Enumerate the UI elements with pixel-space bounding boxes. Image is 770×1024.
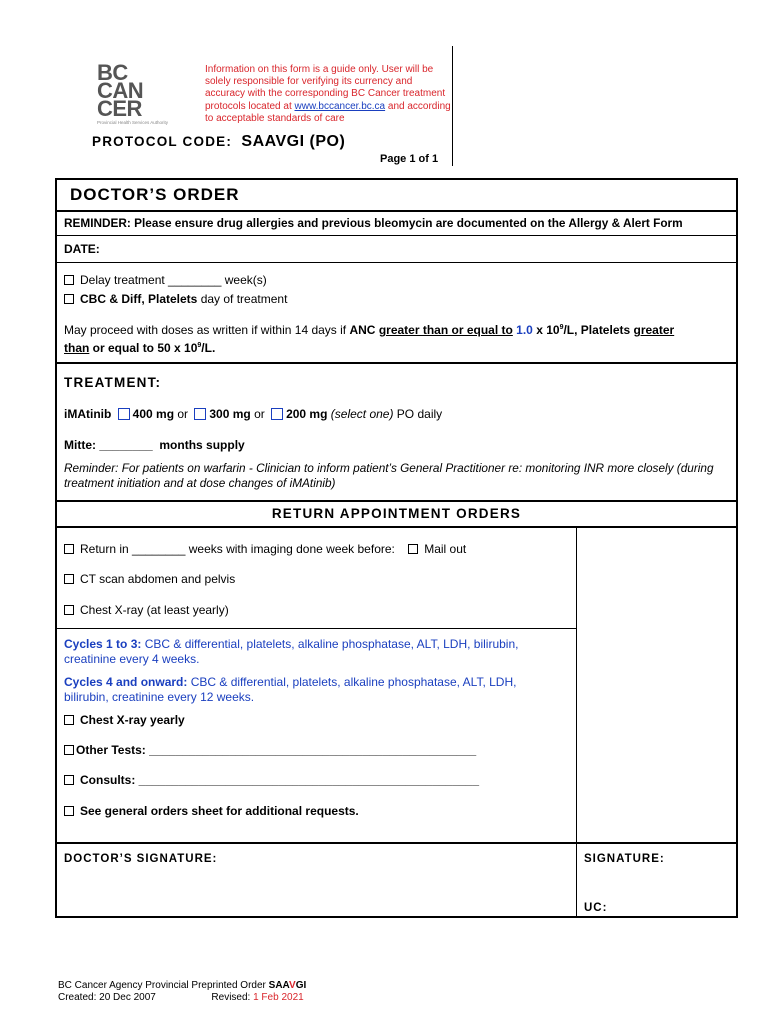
right-column-divider <box>576 526 577 918</box>
ct-scan-row[interactable] <box>64 572 235 586</box>
proceed-anc: ANC <box>349 323 379 337</box>
header-vertical-rule <box>452 46 453 166</box>
consults-row[interactable] <box>64 773 479 787</box>
chest-xray-yearly-checkbox[interactable] <box>64 715 74 725</box>
return-in-label: Return in ________ weeks with imaging done week before: <box>80 542 395 556</box>
divider <box>55 235 738 236</box>
footer-order-text: BC Cancer Agency Provincial Preprinted Order <box>58 980 269 991</box>
delay-checkbox[interactable] <box>64 275 74 285</box>
bc-cancer-logo <box>97 60 169 125</box>
proceed-anc-value: 1.0 <box>512 323 533 337</box>
return-orders-title: RETURN APPOINTMENT ORDERS <box>271 506 522 521</box>
proceed-platelets: /L, Platelets <box>563 323 634 337</box>
cbc-checkbox[interactable] <box>64 294 74 304</box>
divider <box>55 526 738 528</box>
divider <box>55 842 738 844</box>
page-number: Page 1 of 1 <box>380 153 439 165</box>
general-orders-checkbox[interactable] <box>64 806 74 816</box>
doctor-signature-label: DOCTOR’S SIGNATURE: <box>64 853 218 865</box>
chest-xray-label: Chest X-ray (at least yearly) <box>80 603 229 617</box>
proceed-greater: greater <box>633 323 675 337</box>
delay-label: Delay treatment ________ week(s) <box>80 273 267 287</box>
chest-xray-yearly-row[interactable] <box>64 713 185 727</box>
disclaimer-text-after: and according to acceptable standards of care <box>205 100 451 124</box>
cycles-1-label: Cycles 1 to 3: <box>64 637 142 651</box>
or-label: or <box>174 407 192 421</box>
cbc-rest-label: day of treatment <box>197 292 288 306</box>
treatment-title: TREATMENT: <box>64 375 162 390</box>
drug-name: iMAtinib <box>64 407 112 421</box>
chest-xray-checkbox[interactable] <box>64 605 74 615</box>
disclaimer-text-before: Information on this form is a guide only. User will be solely responsible for verifying its currency and accuracy with the corresponding BC Cancer treatment protocols located at <box>205 64 446 112</box>
footer-code-c: GI <box>295 980 307 991</box>
or-label: or <box>250 407 269 421</box>
chest-xray-row[interactable] <box>64 603 229 617</box>
proceed-x10: x 10 <box>532 323 560 337</box>
dose-400-checkbox[interactable] <box>118 408 130 420</box>
dose-300-checkbox[interactable] <box>194 408 206 420</box>
dose-300-label: 300 mg <box>209 407 251 421</box>
cycles-4-onward <box>64 675 559 705</box>
consults-checkbox[interactable] <box>64 775 74 785</box>
cycles-4-text: CBC & differential, platelets, alkaline phosphatase, ALT, LDH, bilirubin, creatinine every 12 weeks. <box>64 675 517 704</box>
proceed-unit: /L. <box>201 341 216 355</box>
footer-revised-date: 1 Feb 2021 <box>253 992 304 1003</box>
divider <box>55 262 738 263</box>
divider <box>55 628 577 629</box>
general-orders-row[interactable] <box>64 804 359 818</box>
logo-line-1: BC <box>97 60 128 85</box>
proceed-than: than <box>64 341 90 355</box>
select-one-hint: (select one) <box>327 407 394 421</box>
return-in-checkbox[interactable] <box>64 544 74 554</box>
cycles-1-to-3 <box>64 637 559 667</box>
reminder-allergy: REMINDER: Please ensure drug allergies and previous bleomycin are documented on the Allergy & Alert Form <box>64 216 683 230</box>
imatinib-dose-row <box>64 407 442 421</box>
cbc-row[interactable] <box>64 292 287 306</box>
protocol-code <box>92 133 345 151</box>
ct-scan-label: CT scan abdomen and pelvis <box>80 572 236 586</box>
proceed-text: May proceed with doses as written if within 14 days if <box>64 323 350 337</box>
logo-line-2: CAN <box>97 78 144 103</box>
footer-line-1 <box>58 980 306 992</box>
divider <box>55 210 738 212</box>
route-label: PO daily <box>393 407 443 421</box>
divider <box>55 500 738 502</box>
signature-label: SIGNATURE: <box>584 853 665 865</box>
dose-200-label: 200 mg <box>286 407 328 421</box>
other-tests-row[interactable] <box>64 743 476 757</box>
proceed-platelet-value: or equal to 50 x 10 <box>89 341 198 355</box>
cycles-1-text: CBC & differential, platelets, alkaline phosphatase, ALT, LDH, bilirubin, creatinine every 4 weeks. <box>64 637 519 666</box>
footer <box>58 980 306 1004</box>
mitte-row: Mitte: ________ months supply <box>64 438 245 452</box>
footer-code-b: V <box>289 980 296 991</box>
ct-scan-checkbox[interactable] <box>64 574 74 584</box>
disclaimer <box>205 64 455 125</box>
footer-code-a: SAA <box>268 980 290 991</box>
other-tests-checkbox[interactable] <box>64 745 74 755</box>
consults-label: Consults: ___________________________________________________ <box>80 773 480 787</box>
mail-out-checkbox[interactable] <box>408 544 418 554</box>
other-tests-label: Other Tests: _________________________________________________ <box>76 743 477 757</box>
divider <box>55 362 738 364</box>
date-label: DATE: <box>64 242 100 256</box>
protocol-value: SAAVGI (PO) <box>241 133 346 150</box>
proceed-criteria <box>64 320 724 356</box>
cycles-4-label: Cycles 4 and onward: <box>64 675 188 689</box>
warfarin-reminder: Reminder: For patients on warfarin - Clinician to inform patient’s General Practitioner re: monitoring INR more closely (during treatment initiation and at dose changes of iMAtinib) <box>64 461 714 490</box>
cbc-bold-label: CBC & Diff, Platelets <box>80 292 198 306</box>
dose-400-label: 400 mg <box>132 407 175 421</box>
delay-treatment-row[interactable] <box>64 273 267 287</box>
dose-200-checkbox[interactable] <box>271 408 283 420</box>
logo-line-3: CER <box>97 96 142 121</box>
footer-line-2 <box>58 992 306 1004</box>
proceed-exponent: 9 <box>559 324 564 331</box>
proceed-exponent-2: 9 <box>197 342 202 349</box>
proceed-gte: greater than or equal to <box>378 323 513 337</box>
general-orders-label: See general orders sheet for additional requests. <box>80 804 359 818</box>
chest-xray-yearly-label: Chest X-ray yearly <box>80 713 185 727</box>
bccancer-link[interactable]: www.bccancer.bc.ca <box>294 100 386 112</box>
uc-label: UC: <box>584 902 608 914</box>
protocol-label: PROTOCOL CODE: <box>92 134 233 149</box>
footer-revised-label: Revised: <box>211 992 254 1003</box>
doctor-order-title: DOCTOR’S ORDER <box>70 185 240 204</box>
return-in-row[interactable] <box>64 542 466 556</box>
logo-tagline: Provincial Health Services Authority <box>97 120 169 125</box>
mail-out-label: Mail out <box>424 542 467 556</box>
footer-created: Created: 20 Dec 2007 <box>58 992 156 1003</box>
